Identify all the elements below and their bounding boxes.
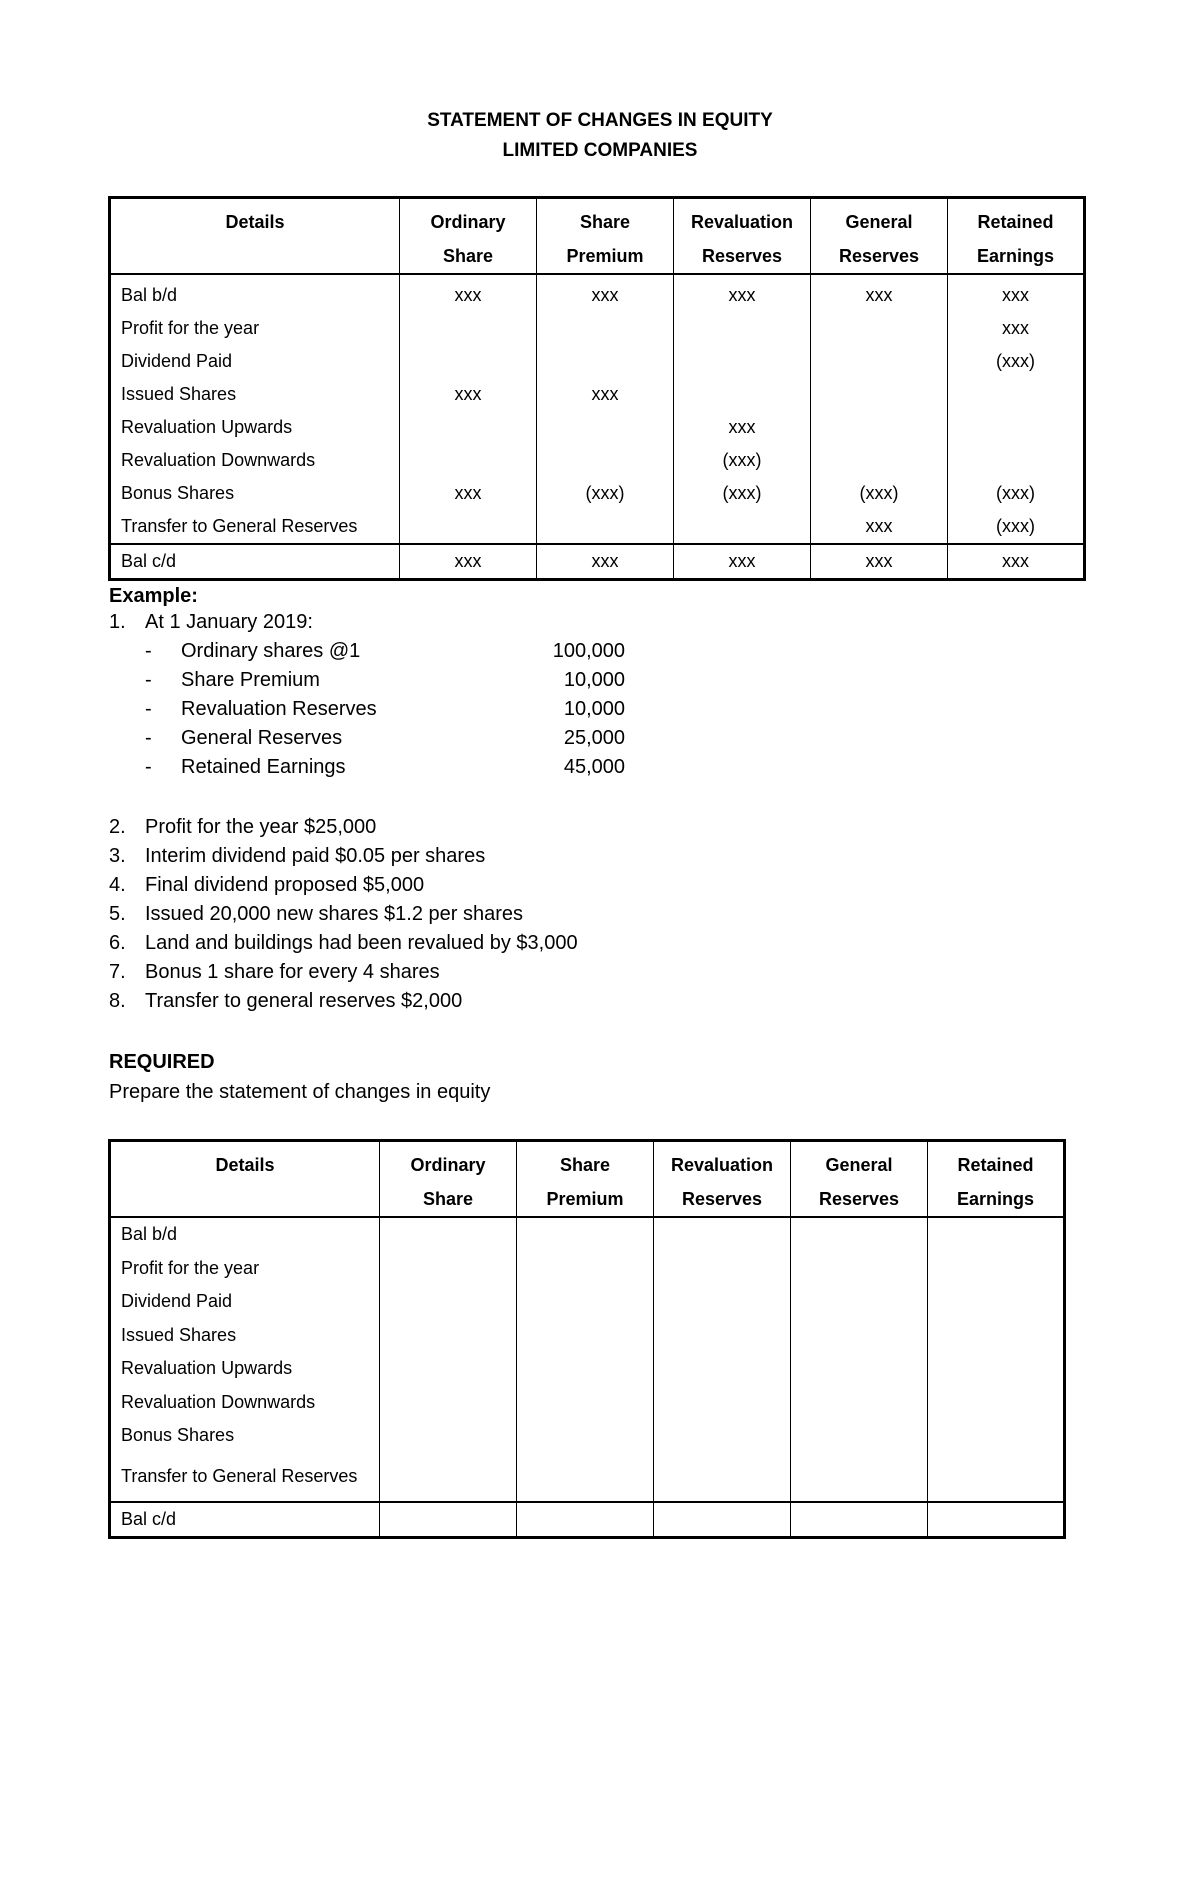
table-row xyxy=(110,510,1085,544)
answer-cell[interactable] xyxy=(380,1319,517,1353)
dash-marker: - xyxy=(145,698,152,720)
answer-cell[interactable] xyxy=(791,1217,928,1252)
list-number: 3. xyxy=(109,845,126,867)
balance-item xyxy=(0,698,625,727)
table-cell xyxy=(400,345,537,378)
column-header: Revaluation Reserves xyxy=(674,198,811,275)
balance-label: Retained Earnings xyxy=(181,756,346,778)
balance-amount: 25,000 xyxy=(563,727,625,749)
balance-amount: 100,000 xyxy=(552,640,625,662)
table-cell xyxy=(948,378,1085,411)
format-table xyxy=(108,196,1086,581)
row-label: Bal b/d xyxy=(121,285,178,305)
answer-cell[interactable] xyxy=(791,1252,928,1286)
table-cell: (xxx) xyxy=(948,510,1085,544)
table-row xyxy=(110,1217,1065,1252)
dash-marker: - xyxy=(145,756,152,778)
table-cell xyxy=(674,312,811,345)
list-item xyxy=(0,874,700,903)
answer-table xyxy=(108,1139,1066,1539)
table-cell xyxy=(537,345,674,378)
list-text: At 1 January 2019: xyxy=(145,611,313,633)
row-label: Bal b/d xyxy=(121,1224,178,1245)
table-cell xyxy=(674,345,811,378)
table-cell: xxx xyxy=(400,477,537,510)
table-cell: xxx xyxy=(948,312,1085,345)
table-cell xyxy=(400,411,537,444)
table-cell xyxy=(811,444,948,477)
table-row xyxy=(110,1453,1065,1502)
answer-cell[interactable] xyxy=(928,1453,1065,1502)
table-cell xyxy=(674,378,811,411)
column-header: Details xyxy=(110,198,400,275)
list-item xyxy=(0,845,700,874)
list-item xyxy=(0,990,700,1019)
table-row xyxy=(110,1319,1065,1353)
table-cell: xxx xyxy=(674,544,811,580)
row-label: Dividend Paid xyxy=(121,1291,233,1312)
row-label: Revaluation Upwards xyxy=(121,417,293,437)
answer-cell[interactable] xyxy=(517,1386,654,1420)
list-item xyxy=(0,903,700,932)
row-label: Transfer to General Reserves xyxy=(121,1466,358,1486)
table-row xyxy=(110,378,1085,411)
answer-cell[interactable] xyxy=(654,1352,791,1386)
answer-cell[interactable] xyxy=(517,1419,654,1453)
table-cell xyxy=(811,378,948,411)
table-cell xyxy=(400,312,537,345)
table-row xyxy=(110,411,1085,444)
answer-cell[interactable] xyxy=(928,1352,1065,1386)
column-header: Share Premium xyxy=(537,198,674,275)
table-cell: (xxx) xyxy=(948,477,1085,510)
table-row xyxy=(110,1502,1065,1538)
answer-cell[interactable] xyxy=(791,1502,928,1538)
page-title: STATEMENT OF CHANGES IN EQUITY xyxy=(427,110,773,131)
row-label: Bonus Shares xyxy=(121,483,235,503)
row-label: Bonus Shares xyxy=(121,1425,235,1446)
column-header: Details xyxy=(110,1141,380,1218)
list-number: 4. xyxy=(109,874,126,896)
list-text: Land and buildings had been revalued by $3,000 xyxy=(145,932,578,954)
table-row xyxy=(110,1352,1065,1386)
answer-cell[interactable] xyxy=(928,1285,1065,1319)
column-header: Retained Earnings xyxy=(948,198,1085,275)
list-text: Profit for the year $25,000 xyxy=(145,816,377,838)
balance-item xyxy=(0,669,625,698)
table-cell xyxy=(400,510,537,544)
list-item xyxy=(0,611,700,640)
row-label: Revaluation Downwards xyxy=(121,1391,316,1412)
table-cell xyxy=(400,444,537,477)
answer-cell[interactable] xyxy=(654,1252,791,1286)
column-header: Ordinary Share xyxy=(400,198,537,275)
list-text: Issued 20,000 new shares $1.2 per shares xyxy=(145,903,524,925)
table-cell: (xxx) xyxy=(537,477,674,510)
balance-item xyxy=(0,640,625,669)
answer-cell[interactable] xyxy=(791,1419,928,1453)
answer-cell[interactable] xyxy=(380,1386,517,1420)
table-cell: (xxx) xyxy=(674,444,811,477)
row-label: Profit for the year xyxy=(121,1257,260,1278)
answer-cell[interactable] xyxy=(517,1217,654,1252)
row-label: Issued Shares xyxy=(121,384,237,404)
table-header-row xyxy=(110,1141,1065,1218)
list-item xyxy=(0,932,700,961)
list-text: Bonus 1 share for every 4 shares xyxy=(145,961,440,983)
list-number: 1. xyxy=(109,611,126,633)
table-cell xyxy=(537,411,674,444)
answer-cell[interactable] xyxy=(380,1252,517,1286)
table-cell: (xxx) xyxy=(948,345,1085,378)
row-label: Revaluation Upwards xyxy=(121,1358,293,1379)
table-cell xyxy=(537,312,674,345)
table-cell: xxx xyxy=(948,274,1085,312)
table-row xyxy=(110,345,1085,378)
list-number: 7. xyxy=(109,961,126,983)
table-row xyxy=(110,1285,1065,1319)
balance-label: General Reserves xyxy=(181,727,343,749)
page-subtitle: LIMITED COMPANIES xyxy=(502,140,698,161)
answer-cell[interactable] xyxy=(380,1217,517,1252)
table-row xyxy=(110,274,1085,312)
table-cell: xxx xyxy=(537,378,674,411)
column-header: Ordinary Share xyxy=(380,1141,517,1218)
answer-cell[interactable] xyxy=(654,1217,791,1252)
dash-marker: - xyxy=(145,727,152,749)
table-cell xyxy=(811,411,948,444)
list-number: 8. xyxy=(109,990,126,1012)
table-row xyxy=(110,477,1085,510)
answer-cell[interactable] xyxy=(654,1453,791,1502)
answer-cell[interactable] xyxy=(928,1502,1065,1538)
table-cell: xxx xyxy=(537,274,674,312)
row-label: Dividend Paid xyxy=(121,351,233,371)
table-cell: (xxx) xyxy=(811,477,948,510)
list-text: Interim dividend paid $0.05 per shares xyxy=(145,845,486,867)
table-cell: xxx xyxy=(811,544,948,580)
required-heading: REQUIRED xyxy=(109,1051,215,1073)
answer-cell[interactable] xyxy=(517,1319,654,1353)
balance-label: Revaluation Reserves xyxy=(181,698,377,720)
answer-cell[interactable] xyxy=(928,1252,1065,1286)
column-header: Retained Earnings xyxy=(928,1141,1065,1218)
answer-cell[interactable] xyxy=(928,1217,1065,1252)
list-number: 2. xyxy=(109,816,126,838)
list-number: 5. xyxy=(109,903,126,925)
table-row xyxy=(110,1252,1065,1286)
column-header: Revaluation Reserves xyxy=(654,1141,791,1218)
answer-cell[interactable] xyxy=(654,1502,791,1538)
table-row xyxy=(110,544,1085,580)
answer-cell[interactable] xyxy=(791,1319,928,1353)
row-label: Bal c/d xyxy=(110,544,400,580)
row-label: Transfer to General Reserves xyxy=(121,516,358,536)
list-text: Final dividend proposed $5,000 xyxy=(145,874,425,896)
balance-label: Share Premium xyxy=(181,669,320,691)
list-text: Transfer to general reserves $2,000 xyxy=(145,990,463,1012)
table-cell xyxy=(811,312,948,345)
answer-cell[interactable] xyxy=(380,1419,517,1453)
column-header: General Reserves xyxy=(811,198,948,275)
dash-marker: - xyxy=(145,640,152,662)
answer-cell[interactable] xyxy=(517,1252,654,1286)
table-cell: xxx xyxy=(400,378,537,411)
balance-amount: 10,000 xyxy=(563,698,625,720)
answer-cell[interactable] xyxy=(380,1453,517,1502)
answer-cell[interactable] xyxy=(928,1319,1065,1353)
table-cell xyxy=(811,345,948,378)
table-row xyxy=(110,312,1085,345)
answer-cell[interactable] xyxy=(517,1453,654,1502)
example-heading: Example: xyxy=(109,585,198,607)
column-header: General Reserves xyxy=(791,1141,928,1218)
answer-cell[interactable] xyxy=(654,1419,791,1453)
balance-item xyxy=(0,727,625,756)
answer-cell[interactable] xyxy=(380,1502,517,1538)
list-number: 6. xyxy=(109,932,126,954)
table-cell: (xxx) xyxy=(674,477,811,510)
table-cell xyxy=(948,411,1085,444)
table-cell: xxx xyxy=(537,544,674,580)
answer-cell[interactable] xyxy=(380,1285,517,1319)
balance-item xyxy=(0,756,625,785)
table-row xyxy=(110,444,1085,477)
balance-amount: 10,000 xyxy=(563,669,625,691)
column-header: Share Premium xyxy=(517,1141,654,1218)
answer-cell[interactable] xyxy=(380,1352,517,1386)
table-cell: xxx xyxy=(674,274,811,312)
answer-cell[interactable] xyxy=(654,1386,791,1420)
list-item xyxy=(0,961,700,990)
table-cell xyxy=(537,510,674,544)
table-cell: xxx xyxy=(811,510,948,544)
answer-cell[interactable] xyxy=(791,1352,928,1386)
dash-marker: - xyxy=(145,669,152,691)
answer-cell[interactable] xyxy=(654,1319,791,1353)
table-row xyxy=(110,1419,1065,1453)
table-cell: xxx xyxy=(811,274,948,312)
answer-cell[interactable] xyxy=(791,1285,928,1319)
answer-cell[interactable] xyxy=(791,1386,928,1420)
table-cell: xxx xyxy=(400,274,537,312)
balance-label: Ordinary shares @1 xyxy=(181,640,361,662)
answer-cell[interactable] xyxy=(654,1285,791,1319)
table-cell xyxy=(537,444,674,477)
table-cell xyxy=(948,444,1085,477)
balance-amount: 45,000 xyxy=(563,756,625,778)
row-label: Issued Shares xyxy=(121,1324,237,1345)
answer-cell[interactable] xyxy=(928,1386,1065,1420)
answer-cell[interactable] xyxy=(517,1352,654,1386)
table-cell: xxx xyxy=(674,411,811,444)
table-cell: xxx xyxy=(400,544,537,580)
table-cell xyxy=(674,510,811,544)
answer-cell[interactable] xyxy=(517,1285,654,1319)
answer-cell[interactable] xyxy=(928,1419,1065,1453)
answer-cell[interactable] xyxy=(791,1453,928,1502)
list-item xyxy=(0,816,700,845)
table-header-row xyxy=(110,198,1085,275)
table-row xyxy=(110,1386,1065,1420)
row-label: Bal c/d xyxy=(110,1502,380,1538)
answer-cell[interactable] xyxy=(517,1502,654,1538)
required-instruction: Prepare the statement of changes in equity xyxy=(109,1081,491,1103)
table-cell: xxx xyxy=(948,544,1085,580)
row-label: Profit for the year xyxy=(121,318,260,338)
row-label: Revaluation Downwards xyxy=(121,450,316,470)
